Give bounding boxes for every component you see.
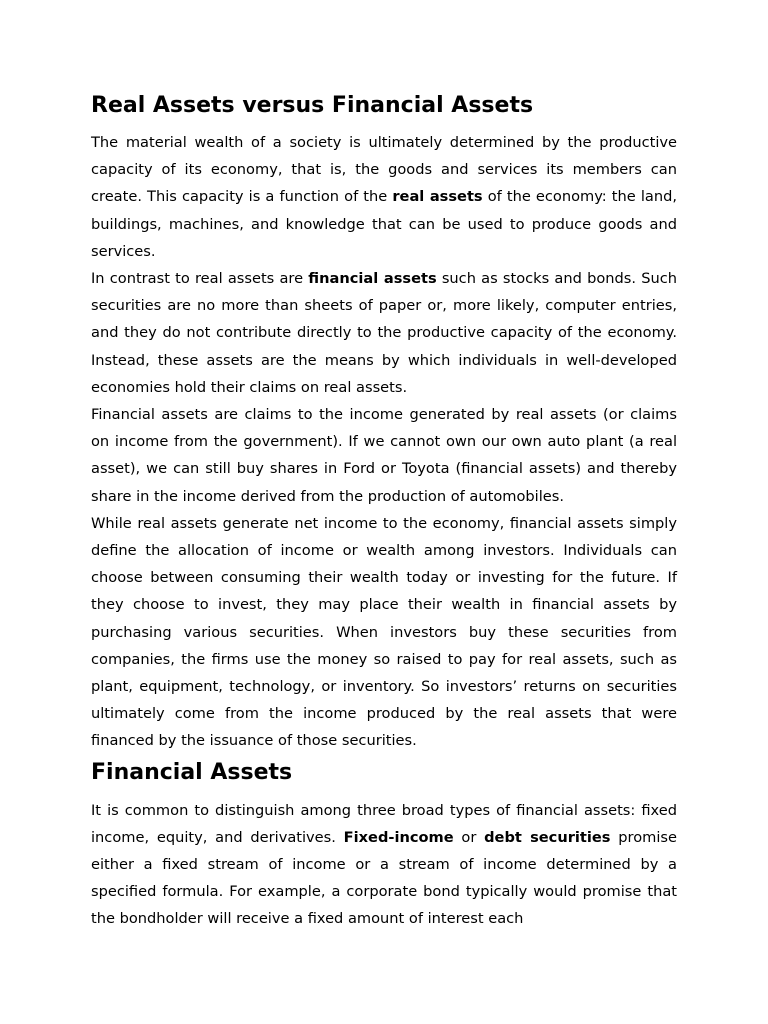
bold-term-financial-assets: financial assets [308,270,437,288]
heading-financial-assets: Financial Assets [91,759,293,785]
paragraph-material-wealth [91,129,677,265]
paragraph-text: or [453,828,485,846]
paragraph-types-of-financial-assets [91,797,677,933]
paragraph-text: It is common to distinguish among three broad types of financial assets: fixed income, equity, and derivatives. [91,801,677,846]
paragraph-text: of the economy: the land, buildings, machines, and knowledge that can be used to produce goods and services. [91,188,677,260]
paragraph-text: promise either a fixed stream of income or a stream of income determined by a specified formula. For example, a corporate bond typically would promise that the bondholder will receive a fixed amount of interest each [91,828,677,928]
bold-term-debt-securities: debt securities [484,828,611,846]
bold-term-real-assets: real assets [392,188,483,206]
paragraph-text: such as stocks and bonds. Such securities are no more than sheets of paper or, more likely, computer entries, and they do not contribute directly to the productive capacity of the economy. Instead, these assets are the means by which individuals in well-developed economies hold their claims on real assets. [91,270,677,396]
paragraph-financial-assets-contrast [91,265,677,401]
bold-term-fixed-income: Fixed-income [343,828,454,846]
paragraph-claims-to-income: Financial assets are claims to the income generated by real assets (or claims on income from the government). If we cannot own our own auto plant (a real asset), we can still buy shares in Ford or Toyota (financial assets) and thereby share in the income derived from the production of automobiles. [91,406,677,505]
paragraph-text: In contrast to real assets are [91,270,309,288]
heading-real-vs-financial-assets: Real Assets versus Financial Assets [91,93,534,118]
paragraph-text: The material wealth of a society is ultimately determined by the productive capacity of its economy, that is, the goods and services its members can create. This capacity is a function of the [91,134,677,206]
paragraph-allocation-of-income: While real assets generate net income to the economy, financial assets simply define the allocation of income or wealth among investors. Individuals can choose between consuming their wealth today or investing for the future. If they choose to invest, they may place their wealth in financial assets by purchasing various securities. When investors buy these securities from companies, the firms use the money so raised to pay for real assets, such as plant, equipment, technology, or inventory. So investors’ returns on securities ultimately come from the income produced by the real assets that were financed by the issuance of those securities. [91,514,677,750]
document-page [91,90,677,933]
